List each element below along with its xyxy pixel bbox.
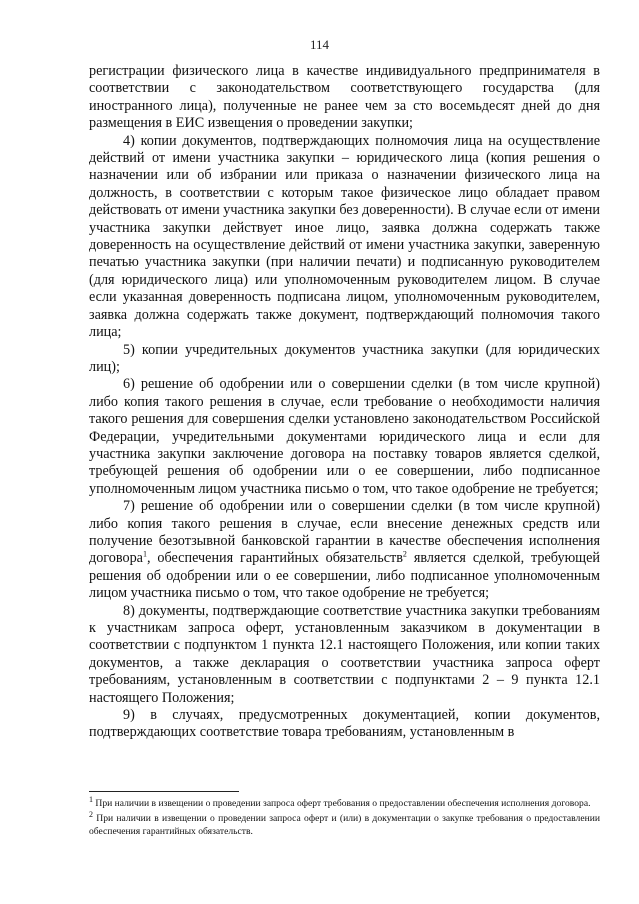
paragraph-item-8: 8) документы, подтверждающие соответствие участника закупки требованиям к участникам запроса оферт, установленным заказчиком в документации в соответствии с подпунктом 1 пункта 12.1 настоящего Положения, или копии таких документов, а также декларация о соответствии участника запроса оферт требованиям, установленным в соответствии с подпунктами 2 – 9 пункта 12.1 настоящего Положения; xyxy=(89,602,600,706)
footnote-2-text: При наличии в извещении о проведении запроса оферт и (или) в документации о закупке требования о предоставлении обеспечения гарантийных обязательств. xyxy=(89,812,600,837)
footnote-1-text: При наличии в извещении о проведении запроса оферт требования о предоставлении обеспечения исполнения договора. xyxy=(93,798,591,809)
footnote-ref-2: 2 xyxy=(402,549,407,559)
footnote-1 xyxy=(89,794,600,811)
footnotes xyxy=(89,794,600,840)
footnote-ref-1: 1 xyxy=(142,549,147,559)
footnote-divider xyxy=(89,791,239,792)
body-text xyxy=(89,63,600,742)
paragraph-item-7 xyxy=(89,498,600,602)
footnote-mark-2: 2 xyxy=(89,809,93,819)
paragraph-item-7-part-a: 7) решение об одобрении или о совершении сделки (в том числе крупной) либо копия такого решения в случае, если внесение денежных средств или получение безотзывной банковской гарантии в качестве обеспечения исполнения договора xyxy=(89,498,600,567)
paragraph-item-9: 9) в случаях, предусмотренных документацией, копии документов, подтверждающих соответствие товара требованиям, установленным в xyxy=(89,707,600,741)
paragraph-item-7-part-b: , обеспечения гарантийных обязательств xyxy=(146,550,403,567)
paragraph-continuation: регистрации физического лица в качестве индивидуального предпринимателя в соответствии с законодательством соответствующего государства (для иностранного лица), полученные не ранее чем за сто восемьдесят дней до дня размещения в ЕИС извещения о проведении закупки; xyxy=(89,63,600,132)
page-number: 114 xyxy=(309,37,330,52)
paragraph-item-4: 4) копии документов, подтверждающих полномочия лица на осуществление действий от имени участника закупки – юридического лица (копия решения о назначении или об избрании или приказа о назначении физического лица на должность, в соответствии с которым такое физическое лицо обладает правом действовать от имени участника закупки без доверенности). В случае если от имени участника закупки действует иное лицо, заявка должна содержать также доверенность на осуществление действий от имени участника закупки, заверенную печатью участника закупки (при наличии печати) и подписанную руководителем (для юридического лица) или уполномоченным руководителем лицом. В случае если указанная доверенность подписана лицом, уполномоченным руководителем, заявка должна содержать также документ, подтверждающий полномочия такого лица; xyxy=(89,132,600,341)
footnote-mark-1: 1 xyxy=(89,794,93,804)
footnote-2 xyxy=(89,809,600,839)
paragraph-item-5: 5) копии учредительных документов участника закупки (для юридических лиц); xyxy=(89,341,600,375)
paragraph-item-7-part-c: является сделкой, требующей решения об одобрении или о ее совершении, либо подписанное уполномоченным лицом участника письмо о том, что такое одобрение не требуется; xyxy=(89,550,600,602)
paragraph-item-6: 6) решение об одобрении или о совершении сделки (в том числе крупной) либо копия такого решения в случае, если требование о необходимости наличия такого решения для совершения сделки установлено законодательством Российской Федерации, учредительными документами юридического лица и если для участника закупки заключение договора на поставку товаров является сделкой, требующей решения об одобрении или о ее совершении, либо подписанное уполномоченным лицом участника письмо о том, что такое одобрение не требуется; xyxy=(89,376,600,497)
